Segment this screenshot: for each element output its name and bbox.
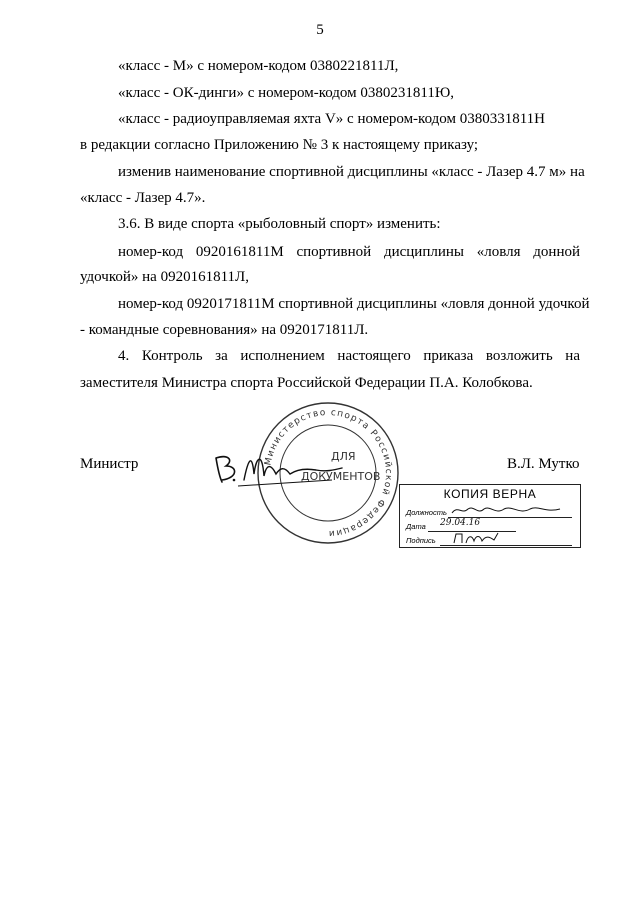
body-line-3: «класс - радиоуправляемая яхта V» с номером-кодом 0380331811Н: [118, 111, 546, 127]
stamp-handwritten-signature: [452, 531, 512, 545]
body-line-13: заместителя Министра спорта Российской Федерации П.А. Колобкова.: [80, 375, 533, 391]
copy-verified-stamp: [399, 484, 581, 548]
stamp-date-label: Дата: [406, 522, 426, 531]
stamp-date-value: 29.04.16: [440, 518, 481, 528]
body-line-7: 3.6. В виде спорта «рыболовный спорт» изменить:: [118, 216, 441, 232]
signer-name: В.Л. Мутко: [507, 456, 580, 472]
body-line-10: номер-код 0920171811М спортивной дисциплины «ловля донной удочкой: [118, 296, 590, 312]
stamp-title: КОПИЯ ВЕРНА: [443, 487, 537, 501]
body-line-12: 4. Контроль за исполнением настоящего приказа возложить на: [118, 348, 580, 364]
seal-inner-text-1: ДЛЯ: [331, 450, 356, 463]
body-line-8: номер-код 0920161811М спортивной дисциплины «ловля донной: [118, 244, 580, 260]
stamp-position-label: Должность: [406, 508, 447, 517]
body-line-5: изменив наименование спортивной дисциплины «класс - Лазер 4.7 м» на: [118, 164, 585, 180]
stamp-signature-line: [440, 545, 572, 546]
body-line-4: в редакции согласно Приложению № 3 к настоящему приказу;: [80, 137, 479, 153]
stamp-signature-label: Подпись: [406, 536, 436, 545]
stamp-position-handwriting: [450, 503, 570, 517]
body-line-9: удочкой» на 0920161811Л,: [80, 269, 249, 285]
seal-outer-text: Министерство спорта Российской Федерации: [263, 407, 394, 539]
body-line-6: «класс - Лазер 4.7».: [80, 190, 206, 206]
signer-position: Министр: [80, 456, 139, 472]
body-line-2: «класс - ОК-динги» с номером-кодом 0380231811Ю,: [118, 85, 454, 101]
minister-signature: [208, 440, 348, 500]
seal-inner-text-2: ДОКУМЕНТОВ: [301, 470, 381, 483]
body-line-11: - командные соревнования» на 0920171811Л.: [80, 322, 369, 338]
body-line-1: «класс - М» с номером-кодом 0380221811Л,: [118, 58, 399, 74]
page-number: 5: [316, 22, 324, 38]
